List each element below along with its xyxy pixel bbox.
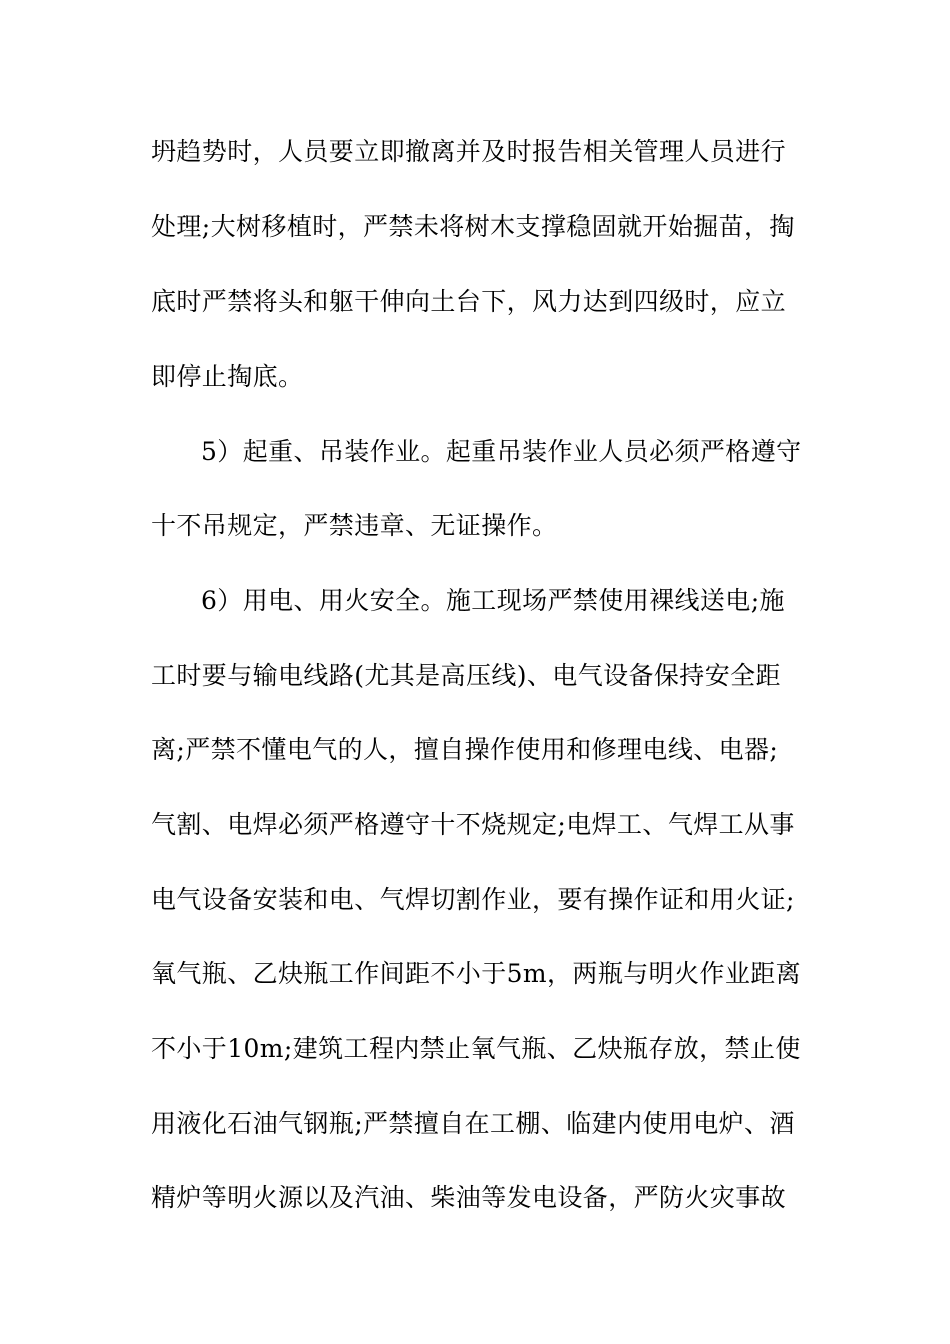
text-line: 即停止掏底。 — [151, 362, 304, 391]
text-line: 气割、电焊必须严格遵守十不烧规定;电焊工、气焊工从事 — [151, 810, 795, 839]
text-line: 坍趋势时，人员要立即撤离并及时报告相关管理人员进行 — [151, 137, 787, 166]
text-line: 底时严禁将头和躯干伸向土台下，风力达到四级时，应立 — [151, 287, 787, 316]
text-line: 离;严禁不懂电气的人，擅自操作使用和修理电线、电器; — [151, 735, 779, 764]
text-line: 用液化石油气钢瓶;严禁擅自在工棚、临建内使用电炉、酒 — [151, 1109, 795, 1138]
text-line: 工时要与输电线路(尤其是高压线)、电气设备保持安全距 — [151, 661, 781, 690]
text-line: 电气设备安装和电、气焊切割作业，要有操作证和用火证; — [151, 885, 795, 914]
text-line: 5）起重、吊装作业。起重吊装作业人员必须严格遵守 — [201, 437, 802, 466]
text-line: 6）用电、用火安全。施工现场严禁使用裸线送电;施 — [201, 586, 785, 615]
text-line: 精炉等明火源以及汽油、柴油等发电设备，严防火灾事故 — [151, 1183, 787, 1212]
text-line: 十不吊规定，严禁违章、无证操作。 — [151, 511, 558, 540]
text-line: 不小于10m;建筑工程内禁止氧气瓶、乙炔瓶存放，禁止使 — [151, 1034, 801, 1063]
text-line: 氧气瓶、乙炔瓶工作间距不小于5m，两瓶与明火作业距离 — [151, 959, 802, 988]
text-line: 处理;大树移植时，严禁未将树木支撑稳固就开始掘苗，掏 — [151, 212, 795, 241]
